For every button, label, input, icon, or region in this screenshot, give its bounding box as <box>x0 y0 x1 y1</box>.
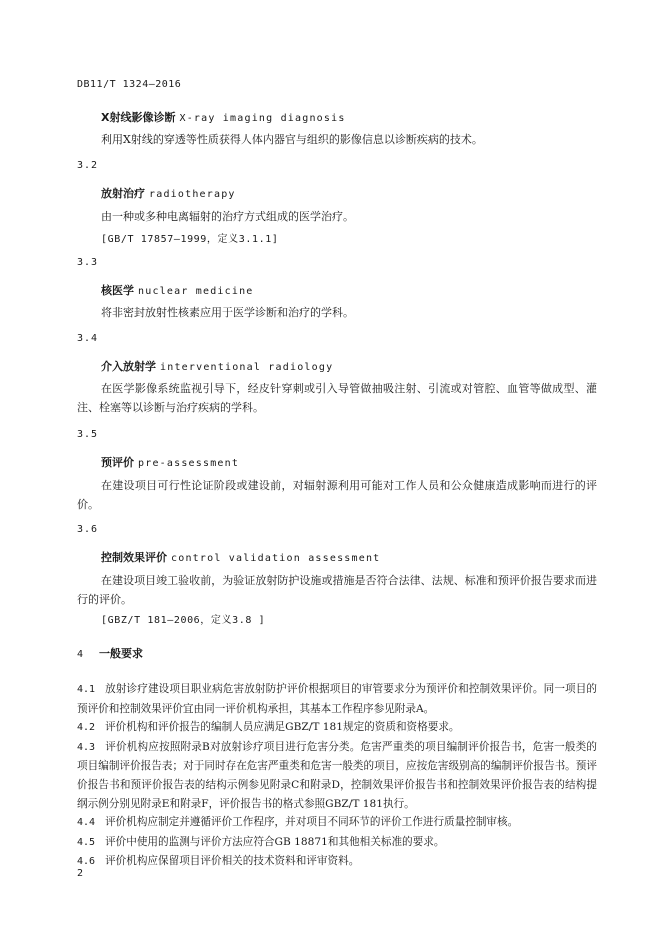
clause-number: 4.4 <box>77 817 96 829</box>
term-en: radiotherapy <box>149 189 236 200</box>
page-number: 2 <box>77 868 84 879</box>
term-zh: 控制效果评价 <box>101 551 167 564</box>
document-code: DB11/T 1324—2016 <box>77 79 182 90</box>
term-definition: 在医学影像系统监视引导下，经皮针穿刺或引入导管做抽吸注射、引流或对管腔、血管等做成型、灌注、栓塞等以诊断与治疗疾病的学科。 <box>77 382 597 414</box>
clause-number: 4.6 <box>77 856 96 868</box>
term-en: control validation assessment <box>171 553 381 564</box>
term-title-pre-assessment <box>101 454 239 470</box>
term-definition: 在建设项目竣工验收前，为验证放射防护设施或措施是否符合法律、法规、标准和预评价报告要求而进行的评价。 <box>77 574 597 606</box>
term-number: 3.4 <box>77 333 99 344</box>
clause-text: 评价机构应制定并遵循评价工作程序，并对项目不同环节的评价工作进行质量控制审核。 <box>105 816 519 829</box>
term-en: X-ray imaging diagnosis <box>179 113 346 124</box>
term-title-xray <box>101 109 346 125</box>
section-title: 一般要求 <box>99 647 144 660</box>
clause <box>77 680 597 718</box>
term-title-control-validation <box>101 549 380 565</box>
clause <box>77 813 597 833</box>
clause-list <box>77 680 597 872</box>
term-zh: 预评价 <box>101 456 134 469</box>
term-source: [GB/T 17857—1999，定义3.1.1] <box>101 234 279 245</box>
clause-text: 放射诊疗建设项目职业病危害放射防护评价根据项目的审管要求分为预评价和控制效果评价。同一项目的预评价和控制效果评价宜由同一评价机构承担，其基本工作程序参见附录A。 <box>77 683 597 715</box>
term-definition: 利用X射线的穿透等性质获得人体内器官与组织的影像信息以诊断疾病的技术。 <box>101 133 483 146</box>
clause-number: 4.2 <box>77 722 96 734</box>
term-number: 3.2 <box>77 160 99 171</box>
clause-number: 4.3 <box>77 741 96 753</box>
term-source: [GBZ/T 181—2006，定义3.8 ] <box>101 615 266 626</box>
section-heading <box>77 645 143 661</box>
term-zh: 核医学 <box>101 284 134 297</box>
term-zh: 介入放射学 <box>101 360 156 373</box>
term-title-nuclear-medicine <box>101 282 254 298</box>
term-number: 3.3 <box>77 257 99 268</box>
term-en: interventional radiology <box>160 362 334 373</box>
term-zh: X射线影像诊断 <box>101 111 176 124</box>
term-definition: 在建设项目可行性论证阶段或建设前，对辐射源利用可能对工作人员和公众健康造成影响而进行的评价。 <box>77 479 597 511</box>
clause <box>77 852 597 872</box>
term-number: 3.5 <box>77 429 99 440</box>
clause <box>77 718 597 738</box>
clause-text: 评价中使用的监测与评价方法应符合GB 18871和其他相关标准的要求。 <box>105 835 445 848</box>
clause-number: 4.5 <box>77 836 96 848</box>
clause-text: 评价机构应按照附录B对放射诊疗项目进行危害分类。危害严重类的项目编制评价报告书，危害一般类的项目编制评价报告表；对于同时存在危害严重类和危害一般类的项目，应按危害级别高的编制评价报告书。预评价报告书和预评价报告表的结构示例参见附录C和附录D，控制效果评价报告书和控制效果评价报告表的结构提纲示例分别见附录E和附录F，评价报告书的格式参照GBZ/T 181执行。 <box>77 740 597 810</box>
term-number: 3.6 <box>77 524 99 535</box>
section-number: 4 <box>77 649 84 660</box>
term-en: nuclear medicine <box>138 286 254 297</box>
term-title-radiotherapy <box>101 185 236 201</box>
clause <box>77 738 597 813</box>
clause-text: 评价机构应保留项目评价相关的技术资料和评审资料。 <box>105 855 360 868</box>
clause-text: 评价机构和评价报告的编制人员应满足GBZ/T 181规定的资质和资格要求。 <box>105 721 460 734</box>
term-title-interventional-radiology <box>101 358 333 374</box>
term-definition: 由一种或多种电离辐射的治疗方式组成的医学治疗。 <box>101 210 354 223</box>
clause <box>77 833 597 853</box>
term-zh: 放射治疗 <box>101 187 145 200</box>
clause-number: 4.1 <box>77 684 96 695</box>
term-en: pre-assessment <box>138 458 240 469</box>
term-definition: 将非密封放射性核素应用于医学诊断和治疗的学科。 <box>101 306 354 319</box>
